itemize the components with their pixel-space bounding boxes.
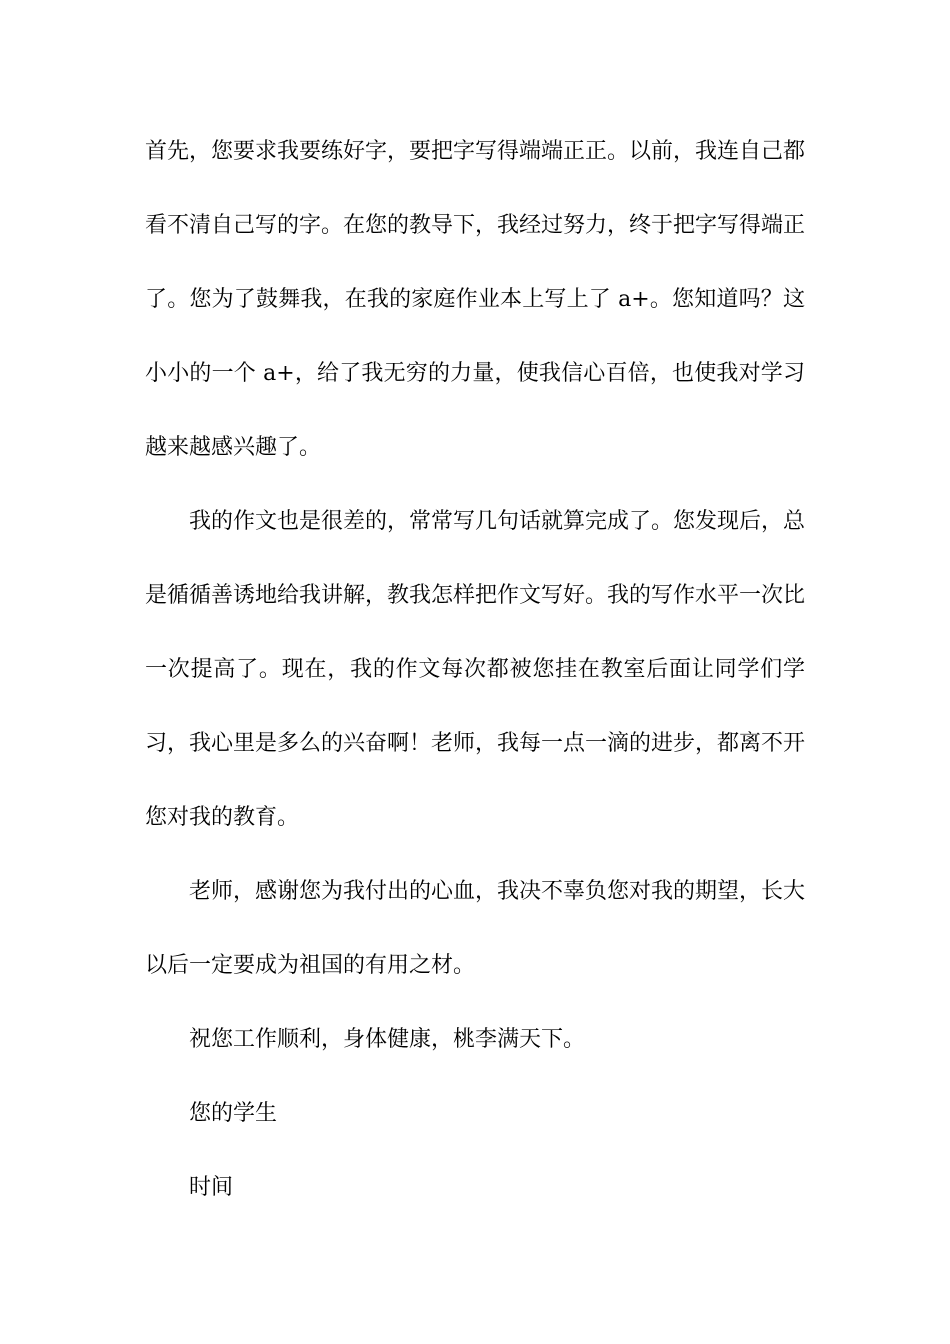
paragraph-handwriting: 首先，您要求我要练好字，要把字写得端端正正。以前，我连自己都看不清自己写的字。在您的教导下，我经过努力，终于把字写得端正了。您为了鼓舞我，在我的家庭作业本上写上了 a+。您知道吗？这小小的一个 a+，给了我无穷的力量，使我信心百倍，也使我对学习越来越感兴趣了。	[145, 139, 806, 460]
closing-wish: 祝您工作顺利，身体健康，桃李满天下。	[189, 1027, 586, 1052]
paragraph-composition: 我的作文也是很差的，常常写几句话就算完成了。您发现后，总是循循善诱地给我讲解，教我怎样把作文写好。我的写作水平一次比一次提高了。现在，我的作文每次都被您挂在教室后面让同学们学习，我心里是多么的兴奋啊！老师，我每一点一滴的进步，都离不开您对我的教育。	[145, 509, 806, 830]
signature-student: 您的学生	[189, 1101, 278, 1126]
signature-date: 时间	[189, 1175, 234, 1200]
letter-body	[145, 115, 805, 1225]
paragraph-gratitude: 老师，感谢您为我付出的心血，我决不辜负您对我的期望，长大以后一定要成为祖国的有用之材。	[145, 879, 806, 978]
